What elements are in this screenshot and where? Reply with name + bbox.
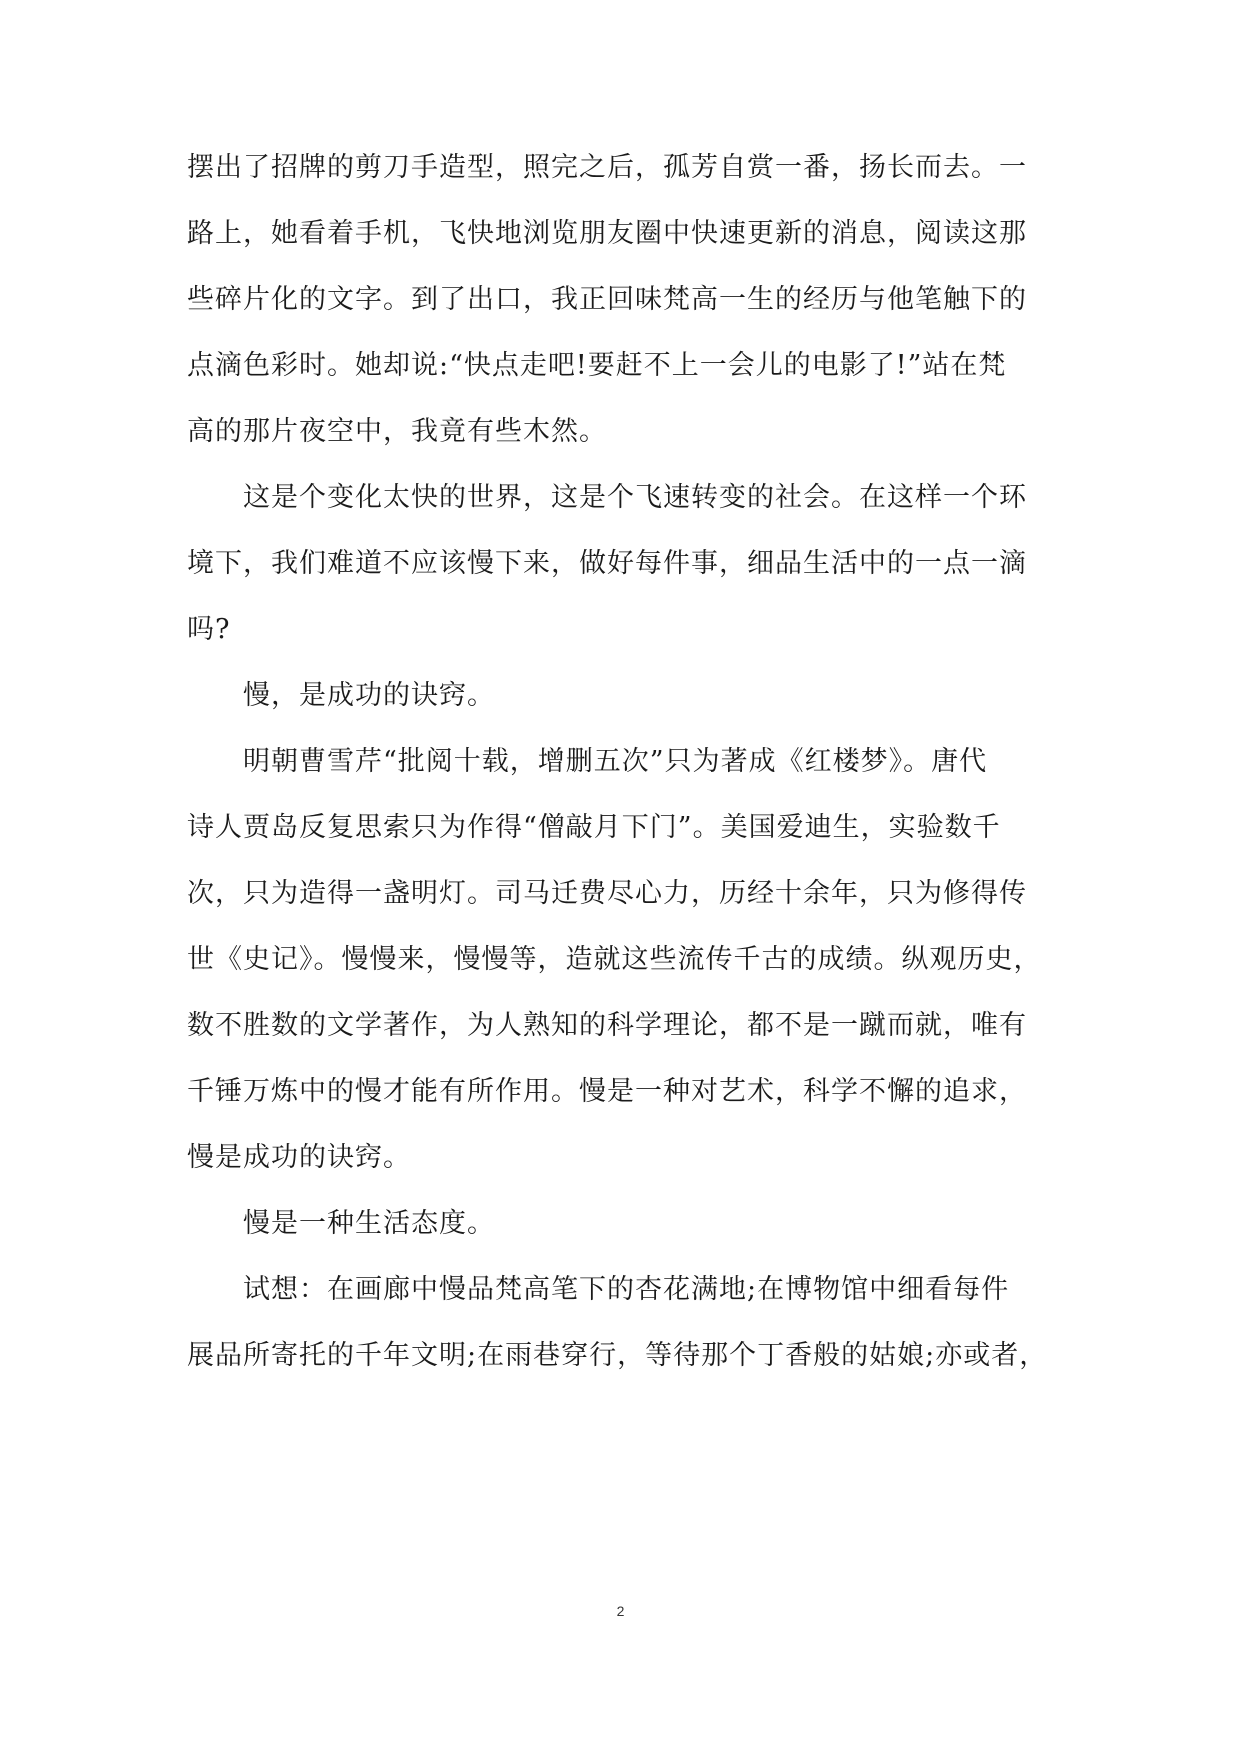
paragraph-2 bbox=[187, 465, 1057, 663]
text-line: 诗人贾岛反复思索只为作得“僧敲月下门”。美国爱迪生，实验数千 bbox=[187, 812, 1001, 843]
body-text bbox=[187, 135, 1057, 1389]
text-line: 这是个变化太快的世界，这是个飞速转变的社会。在这样一个环 bbox=[243, 482, 1027, 513]
paragraph-1 bbox=[187, 135, 1057, 465]
text-line: 慢是一种生活态度。 bbox=[243, 1208, 495, 1239]
text-line: 数不胜数的文学著作，为人熟知的科学理论，都不是一蹴而就，唯有 bbox=[187, 1010, 1027, 1041]
text-line: 摆出了招牌的剪刀手造型，照完之后，孤芳自赏一番，扬长而去。一 bbox=[187, 152, 1027, 183]
text-line: 高的那片夜空中，我竟有些木然。 bbox=[187, 416, 607, 447]
text-line: 明朝曹雪芹“批阅十载，增删五次”只为著成《红楼梦》。唐代 bbox=[243, 746, 988, 777]
text-line: 吗? bbox=[187, 614, 231, 645]
paragraph-5 bbox=[187, 1191, 1057, 1257]
page-number: 2 bbox=[616, 1603, 625, 1619]
text-line: 世《史记》。慢慢来，慢慢等，造就这些流传千古的成绩。纵观历史， bbox=[187, 944, 1042, 975]
text-line: 展品所寄托的千年文明;在雨巷穿行，等待那个丁香般的姑娘;亦或者， bbox=[187, 1340, 1048, 1371]
text-line: 路上，她看着手机，飞快地浏览朋友圈中快速更新的消息，阅读这那 bbox=[187, 218, 1027, 249]
text-line: 些碎片化的文字。到了出口，我正回味梵高一生的经历与他笔触下的 bbox=[187, 284, 1027, 315]
text-line: 慢，是成功的诀窍。 bbox=[243, 680, 495, 711]
text-line: 次，只为造得一盏明灯。司马迁费尽心力，历经十余年，只为修得传 bbox=[187, 878, 1027, 909]
text-line: 点滴色彩时。她却说:“快点走吧!要赶不上一会儿的电影了!”站在梵 bbox=[187, 350, 1007, 381]
paragraph-6 bbox=[187, 1257, 1057, 1389]
text-line: 境下，我们难道不应该慢下来，做好每件事，细品生活中的一点一滴 bbox=[187, 548, 1027, 579]
paragraph-4 bbox=[187, 729, 1057, 1191]
text-line: 试想：在画廊中慢品梵高笔下的杏花满地;在博物馆中细看每件 bbox=[243, 1274, 1010, 1305]
text-line: 千锤万炼中的慢才能有所作用。慢是一种对艺术，科学不懈的追求， bbox=[187, 1076, 1027, 1107]
paragraph-3 bbox=[187, 663, 1057, 729]
text-line: 慢是成功的诀窍。 bbox=[187, 1142, 411, 1173]
